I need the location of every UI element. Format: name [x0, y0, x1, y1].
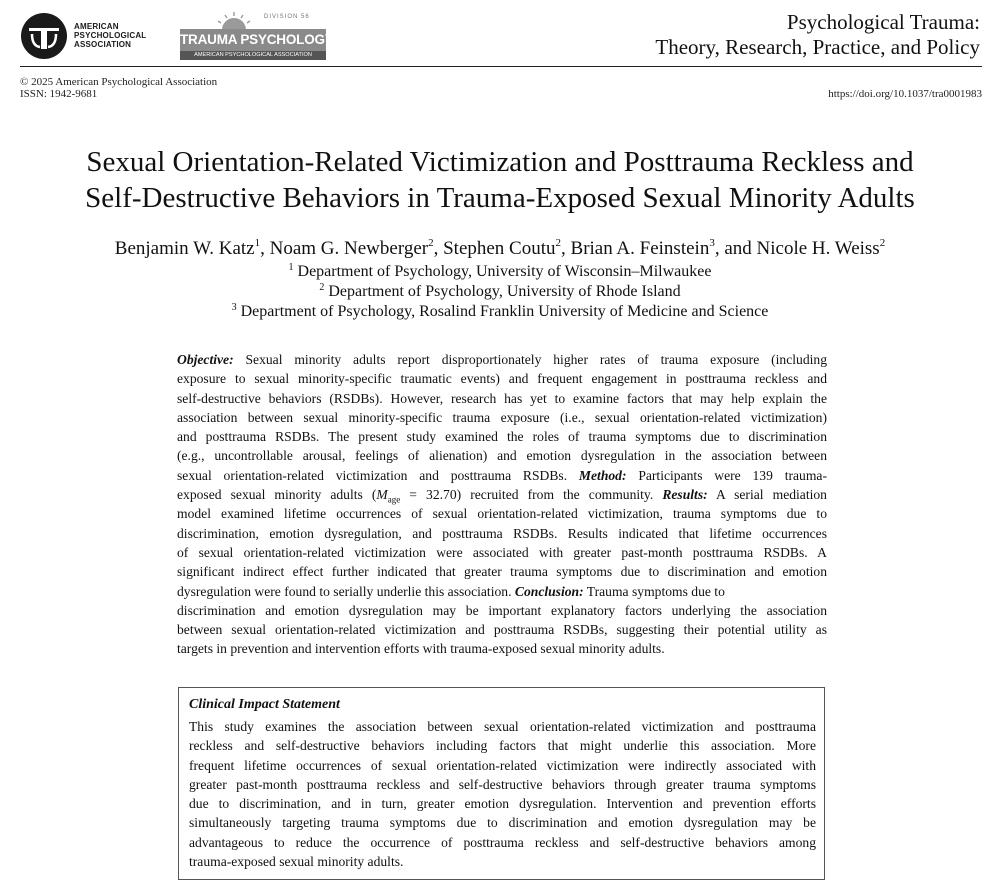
- abstract-text: Trauma symptoms due to: [586, 583, 725, 599]
- impact-line: simultaneously targeting trauma symptoms due to discrimination and emotion dysregulation may be: [189, 815, 816, 831]
- abstract-line: model examined lifetime occurrences of sexual orientation-related victimization, trauma symptoms due to: [177, 506, 827, 522]
- author-separator: ,: [260, 238, 270, 259]
- division-56-logo: [180, 10, 334, 60]
- abstract-text: dysregulation were found to serially underlie this association.: [177, 583, 512, 599]
- impact-line: frequent lifetime occurrences of sexual orientation-related victimization were indirectly associated with: [189, 757, 816, 773]
- apa-line: AMERICAN: [74, 22, 119, 31]
- abstract-line: [177, 350, 827, 369]
- objective-label: Objective:: [177, 352, 234, 367]
- abstract-line: of sexual orientation-related victimization were associated with greater past-month posttrauma RSDBs. A: [177, 544, 827, 560]
- author-affiliation-mark: 1: [254, 237, 261, 249]
- affiliation-text: Department of Psychology, University of Rhode Island: [328, 283, 681, 300]
- journal-title-line: Psychological Trauma:: [786, 10, 980, 34]
- affiliation-list: [0, 262, 1000, 322]
- apa-wordmark: [74, 22, 146, 49]
- author-separator: ,: [561, 238, 571, 259]
- clinical-impact-heading: Clinical Impact Statement: [189, 697, 340, 712]
- copyright-text: © 2025 American Psychological Association: [20, 76, 218, 88]
- affiliation: [0, 262, 1000, 282]
- article-title-line: Self-Destructive Behaviors in Trauma-Exposed Sexual Minority Adults: [85, 182, 915, 214]
- abstract-line: [177, 485, 827, 504]
- abstract-text: A serial mediation: [715, 487, 827, 503]
- abstract-line: significant indirect effect further indicated that greater trauma symptoms due to discrimination and emotion: [177, 564, 827, 580]
- article-title-line: Sexual Orientation-Related Victimization and Posttrauma Reckless and: [86, 146, 914, 178]
- results-label: Results:: [662, 487, 708, 503]
- abstract-line: self-destructive behaviors (RSDBs). However, research has yet to examine factors that may help explain the: [177, 390, 827, 406]
- abstract-text: Sexual minority adults report disproportionately higher rates of trauma exposure (including: [245, 352, 827, 367]
- abstract-line: discrimination and emotion dysregulation may be important explanatory factors underlying the association: [177, 602, 827, 618]
- method-label: Method:: [578, 467, 627, 483]
- doi-link[interactable]: https://doi.org/10.1037/tra0001983: [828, 88, 982, 100]
- impact-line: trauma-exposed sexual minority adults.: [189, 854, 404, 870]
- apa-line: ASSOCIATION: [74, 40, 132, 49]
- author-affiliation-mark: 2: [428, 237, 434, 249]
- author-separator: , and: [714, 238, 757, 259]
- author-separator: ,: [433, 238, 444, 259]
- impact-line: due to discrimination, and in turn, greater emotion dysregulation. Intervention and prevention efforts: [189, 796, 816, 812]
- division-title: TRAUMA PSYCHOLOGY: [180, 29, 326, 51]
- affiliation-text: Department of Psychology, Rosalind Franklin University of Medicine and Science: [240, 303, 769, 320]
- affiliation-number: 1: [288, 262, 294, 273]
- affiliation: [0, 282, 1000, 302]
- apa-logo-icon: [20, 12, 68, 60]
- abstract-line: association between sexual minority-specific trauma exposure (i.e., sexual orientation-related victimization): [177, 409, 827, 425]
- author-name: Brian A. Feinstein: [570, 238, 710, 259]
- affiliation-number: 3: [231, 302, 237, 313]
- abstract-line: [177, 582, 827, 601]
- mean-subscript: age: [387, 494, 401, 505]
- abstract-text: exposed sexual minority adults (: [177, 487, 377, 503]
- abstract: [177, 350, 827, 659]
- impact-line: reckless and self-destructive behaviors including factors that might underlie this association. More: [189, 738, 816, 754]
- impact-line: advantageous to reduce the occurrence of posttrauma reckless and self-destructive behaviors among: [189, 834, 816, 850]
- author-name: Noam G. Newberger: [269, 238, 429, 259]
- affiliation: [0, 302, 1000, 322]
- abstract-line: exposure to sexual minority-specific traumatic events) and frequent engagement in posttrauma reckless and: [177, 371, 827, 387]
- author-affiliation-mark: 2: [879, 237, 886, 249]
- clinical-impact-box: [178, 687, 825, 880]
- abstract-text: Participants were 139 trauma-: [638, 467, 827, 483]
- author-name: Stephen Coutu: [443, 238, 556, 259]
- abstract-text: sexual orientation-related victimization and posttrauma RSDBs.: [177, 467, 568, 483]
- abstract-line: and posttrauma RSDBs. The present study examined the roles of trauma symptoms due to discrimination: [177, 429, 827, 445]
- journal-title: [655, 10, 980, 60]
- abstract-line: targets in prevention and intervention efforts with trauma-exposed sexual minority adults.: [177, 641, 665, 657]
- clinical-impact-body: [189, 717, 816, 871]
- article-title: [0, 144, 1000, 216]
- impact-line: greater past-month posttrauma reckless and self-destructive behaviors through greater trauma symptoms: [189, 776, 816, 792]
- author-affiliation-mark: 2: [555, 237, 562, 249]
- affiliation-number: 2: [319, 282, 325, 293]
- impact-line: This study examines the association between sexual orientation-related victimization and posttrauma: [189, 719, 816, 734]
- author-name: Nicole H. Weiss: [756, 238, 880, 259]
- apa-line: PSYCHOLOGICAL: [74, 31, 147, 40]
- issn-text: ISSN: 1942-9681: [20, 88, 98, 100]
- copyright-block: [20, 76, 217, 100]
- journal-title-line: Theory, Research, Practice, and Policy: [655, 35, 980, 59]
- abstract-line: discrimination, emotion dysregulation, and posttrauma RSDBs. Results indicated that lifetime occurrences: [177, 525, 827, 541]
- abstract-text: = 32.70) recruited from the community.: [400, 487, 654, 503]
- abstract-line: between sexual orientation-related victimization and posttrauma RSDBs, suggesting their potential utility as: [177, 622, 827, 638]
- header-rule: [20, 66, 982, 67]
- abstract-line: (e.g., uncontrollable arousal, feelings of alienation) and emotion dysregulation in the association between: [177, 448, 827, 464]
- mean-symbol: M: [376, 487, 388, 503]
- division-label: DIVISION 56: [264, 14, 310, 20]
- author-name: Benjamin W. Katz: [114, 238, 255, 259]
- affiliation-text: Department of Psychology, University of Wisconsin–Milwaukee: [297, 263, 712, 280]
- division-subtitle: AMERICAN PSYCHOLOGICAL ASSOCIATION: [180, 51, 326, 60]
- author-affiliation-mark: 3: [709, 237, 715, 249]
- conclusion-label: Conclusion:: [514, 583, 584, 599]
- author-list: [0, 236, 1000, 262]
- abstract-line: [177, 466, 827, 485]
- page-header: [0, 0, 1000, 70]
- sunrise-icon: [214, 10, 254, 30]
